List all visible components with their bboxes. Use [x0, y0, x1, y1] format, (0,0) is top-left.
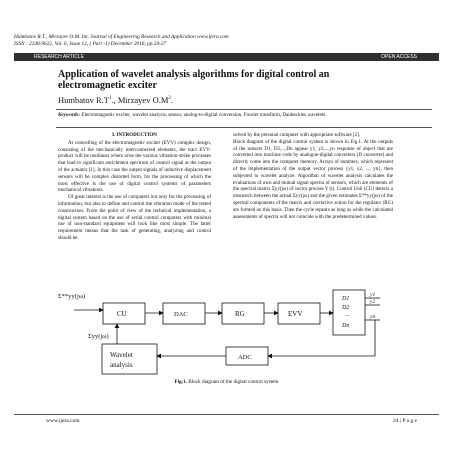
author-1: Humbatov R.T	[58, 95, 109, 105]
figure-caption	[0, 379, 453, 385]
d2-label: D2	[342, 305, 350, 311]
journal-header-line2: ISSN : 2248-9622, Vol. 6, Issue 12, ( Part -1) December 2016, pp.24-27	[14, 41, 167, 47]
adc-label: ADC	[238, 354, 252, 361]
section-heading: I. INTRODUCTION	[112, 132, 157, 138]
article-title: Application of wavelet analysis algorithms for digital control an electromagnetic exciter	[58, 69, 330, 91]
page-footer	[14, 416, 439, 425]
d1-label: D1	[342, 296, 350, 302]
dn-label: Dn	[342, 323, 350, 329]
wavelet-label-line1: Wavelet	[110, 351, 133, 359]
author-1-affiliation: 1	[109, 96, 112, 102]
open-access-label: OPEN ACCESS	[381, 54, 417, 60]
intro-paragraph-1: At controlling of the electromagnetic exciter (EVV) complex design, consisting of the mechanically interconnected elements, the tract EVV-product will be nonlinear where arise the various vibration-strike processes that lead to significant enrichment spectrum of control signal at the output of the actuator [1]. In this case the output signals of inductive displacement sensors will be complex distorted form, for the processing of which the most effective is the use of digital control systems of parameters mechanical vibrations.	[58, 139, 211, 194]
journal-header-line1: Humbatov R.T., Mirzayev O.M. Int. Journal of Engineering Research and Application www.ijera.com	[14, 34, 229, 40]
y1-label: y1	[370, 292, 376, 298]
footer-rule	[14, 414, 439, 415]
yn-label: yn	[370, 314, 376, 320]
wavelet-label-line2: analysis	[110, 361, 133, 369]
footer-page-number: 24 | P a g e	[393, 418, 417, 424]
research-article-label: RESEARCH ARTICLE	[34, 54, 84, 60]
right-paragraph-2: Block diagram of the digital control system is shown in Fig.1. At the outputs of the sensors D1, D2,...,Dn appear y1, y2,...,yn response of object that are converted into machine code by analogue-digital converters (D converter) and directly come into the computer memory. Arrays of numbers, which represent of the implementation of the output vector process {y1, y2, ..., yn}, then subjected to wavelet analyze. Algorithm of wavelet analysis calculates the evaluations of own and mutual signal spectra of sensors, which are elements of the spectral matrix Σyy(jω) of vector process Y (t). Control Unit (CU) detects a mismatch between the actual Σyy(jω) and the given estimates Σ**yy(jω) of the spectral components of the matrix and corrective action for the regulator (RG) are formed on this basis. Then the cycle repeats as long as while the calculated assessments of spectra will not coincide with the predetermined values.	[233, 138, 393, 220]
right-paragraph-1: solved by the personal computer with appropriate software [2].	[233, 132, 361, 138]
keywords-label: Keywords:	[58, 112, 81, 118]
footer-website: www.ijera.com	[46, 418, 80, 424]
y2-label: y2	[370, 299, 376, 305]
keywords-text: Electromagnetic exciter, wavelet analysis, sensor, analog-to-digital conversion, Fourier transform, Daubechies wavelets.	[80, 112, 327, 118]
cu-label: CU	[117, 310, 127, 318]
dac-label: DAC	[174, 311, 188, 318]
authors-end: .	[170, 95, 174, 105]
given-spectrum-label: Σ**yy(jω)	[58, 293, 86, 300]
author-2-affiliation: 2	[168, 96, 171, 102]
sensor-dots: ...	[345, 312, 350, 318]
wavelet-analysis-block	[102, 344, 157, 374]
figure-caption-text: Block diagram of the digital control system	[186, 379, 279, 385]
actual-spectrum-label: Σyy(jω)	[88, 333, 109, 340]
author-separator: ., Mirzayev O.M	[111, 95, 169, 105]
evv-label: EVV	[288, 310, 303, 318]
intro-paragraph-2: Of great interest is the use of computers not only for the processing of information, but also to define and control the vibration mode of the tested construction. From the point of view of the technical implementation, a digital system based on the use of serial control computers with minimal use of non-standard equipment will look like most simple. The latter requirement means that the task of generating, analyzing and control should be	[58, 194, 211, 241]
rg-label: RG	[235, 310, 245, 318]
figure-caption-label: Fig.1.	[174, 379, 187, 385]
